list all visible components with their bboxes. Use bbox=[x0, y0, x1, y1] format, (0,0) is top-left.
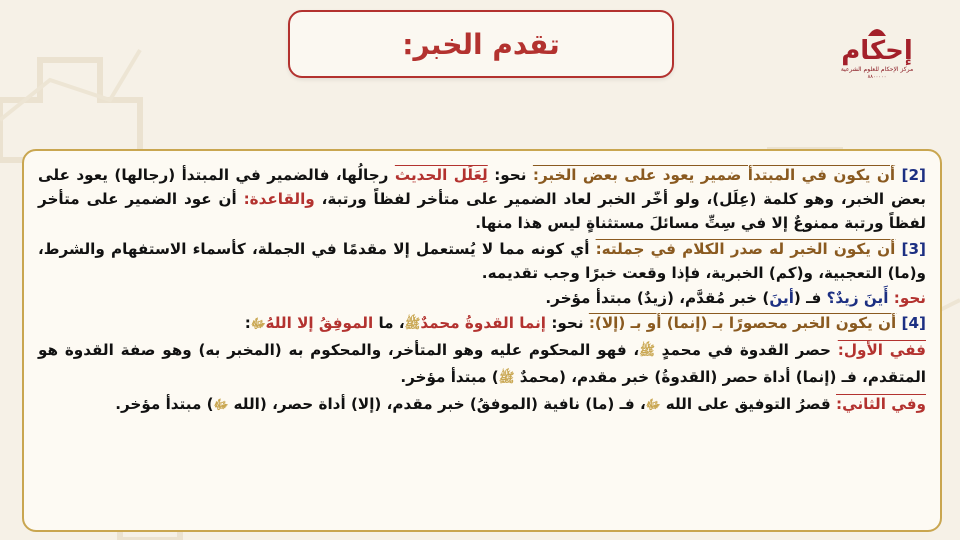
case-label: ففي الأول: bbox=[837, 341, 926, 360]
logo bbox=[840, 24, 914, 94]
paragraph-text: ، فهو المحكوم عليه وهو المتأخر، والمحكوم به (المخبر به) وهو صفة القدوة هو المتقدم، فـ (إنما) أداة حصر (القدوةُ) خبر مقدم، (محمدٌ bbox=[38, 341, 926, 386]
paragraph-text: ، ما bbox=[373, 314, 405, 333]
honorific-icon: ﷺ bbox=[639, 344, 655, 360]
paragraph-example-3 bbox=[38, 286, 926, 310]
honorific-icon: ﷺ bbox=[404, 317, 421, 333]
example-text: أَينَ زيدٌ؟ bbox=[826, 289, 894, 308]
slide-title: تقدم الخبر: bbox=[402, 27, 560, 61]
logo-number: ٨٨٠٠٠٠٠ bbox=[867, 74, 887, 80]
paragraph-text: رجالُها، فالضمير في المبتدأ (رجالها) يعود على بعض الخبر، وهو كلمة (عِلَل)، ولو أخّر الخبر لعاد الضمير على متأخر لفظاً ورتبة، bbox=[38, 166, 926, 209]
honorific-icon: ﷻ bbox=[213, 397, 229, 413]
paragraph-text: أي كونه مما لا يُستعمل إلا مقدمًا في الجملة، كأسماء الاستفهام والشرط، و(ما) التعجبية، و(كم) الخبرية، فإذا وقعت خبرًا وجب تقديمه. bbox=[38, 239, 926, 282]
paragraph-text: ) مبتدأ مؤخر. bbox=[400, 367, 499, 386]
honorific-icon: ﷻ bbox=[250, 317, 266, 333]
paragraph-text: قصرُ التوفيق على الله bbox=[660, 394, 836, 413]
logo-mark: إحكام bbox=[841, 36, 913, 66]
item-number: [2] bbox=[901, 166, 926, 184]
title-box bbox=[288, 10, 674, 78]
paragraph-condition-3 bbox=[38, 237, 926, 285]
honorific-icon: ﷻ bbox=[645, 397, 661, 413]
paragraph-condition-2 bbox=[38, 163, 926, 236]
case-label: وفي الثاني: bbox=[836, 394, 926, 413]
paragraph-text: ، فـ (ما) نافية (الموفقُ) خبر مقدم، (إلا) أداة حصر، (الله bbox=[228, 394, 646, 413]
paragraph-text: فـ ( bbox=[793, 289, 827, 308]
content-box bbox=[22, 149, 942, 532]
condition-heading: أن يكون الخبر له صدر الكلام في جملته: bbox=[595, 239, 896, 258]
condition-heading: أن يكون الخبر محصورًا بـ (إنما) أو بـ (إلا): bbox=[588, 314, 897, 333]
condition-heading: أن يكون في المبتدأ ضمير يعود على بعض الخبر: bbox=[532, 166, 896, 184]
paragraph-text: : bbox=[244, 314, 251, 333]
paragraph-text: حصر القدوة في محمدٍ bbox=[654, 341, 838, 360]
paragraph-second-case bbox=[38, 392, 926, 418]
paragraph-first-case bbox=[38, 338, 926, 390]
example-label: نحو: bbox=[893, 289, 926, 308]
paragraph-text: أن عود الضمير على متأخر لفظاً ورتبة ممنوعٌ إلا في سِتِّ مسائلَ مستثناةٍ ليس هذا منها. bbox=[38, 190, 926, 233]
paragraph-condition-4 bbox=[38, 311, 926, 337]
item-number: [3] bbox=[901, 239, 926, 258]
example-text: لِعَلَل الحديث bbox=[394, 166, 488, 184]
logo-subtitle: مركز الإحكام للعلوم الشرعية bbox=[840, 66, 914, 73]
example-text: الموفِقُ إلا اللهُ bbox=[265, 314, 374, 333]
paragraph-text: نحو: bbox=[487, 166, 533, 184]
example-text: إنما القدوةُ محمدٌ bbox=[420, 314, 547, 333]
rule-label: والقاعدة: bbox=[243, 190, 315, 209]
example-text: أينَ bbox=[769, 289, 794, 308]
logo-dome-icon bbox=[866, 24, 888, 36]
paragraph-text: نحو: bbox=[546, 314, 589, 333]
paragraph-text: ) خبر مُقدَّم، (زيدٌ) مبتدأ مؤخر. bbox=[545, 289, 770, 308]
item-number: [4] bbox=[901, 314, 926, 333]
honorific-icon: ﷺ bbox=[498, 370, 515, 386]
paragraph-text: ) مبتدأ مؤخر. bbox=[115, 394, 214, 413]
